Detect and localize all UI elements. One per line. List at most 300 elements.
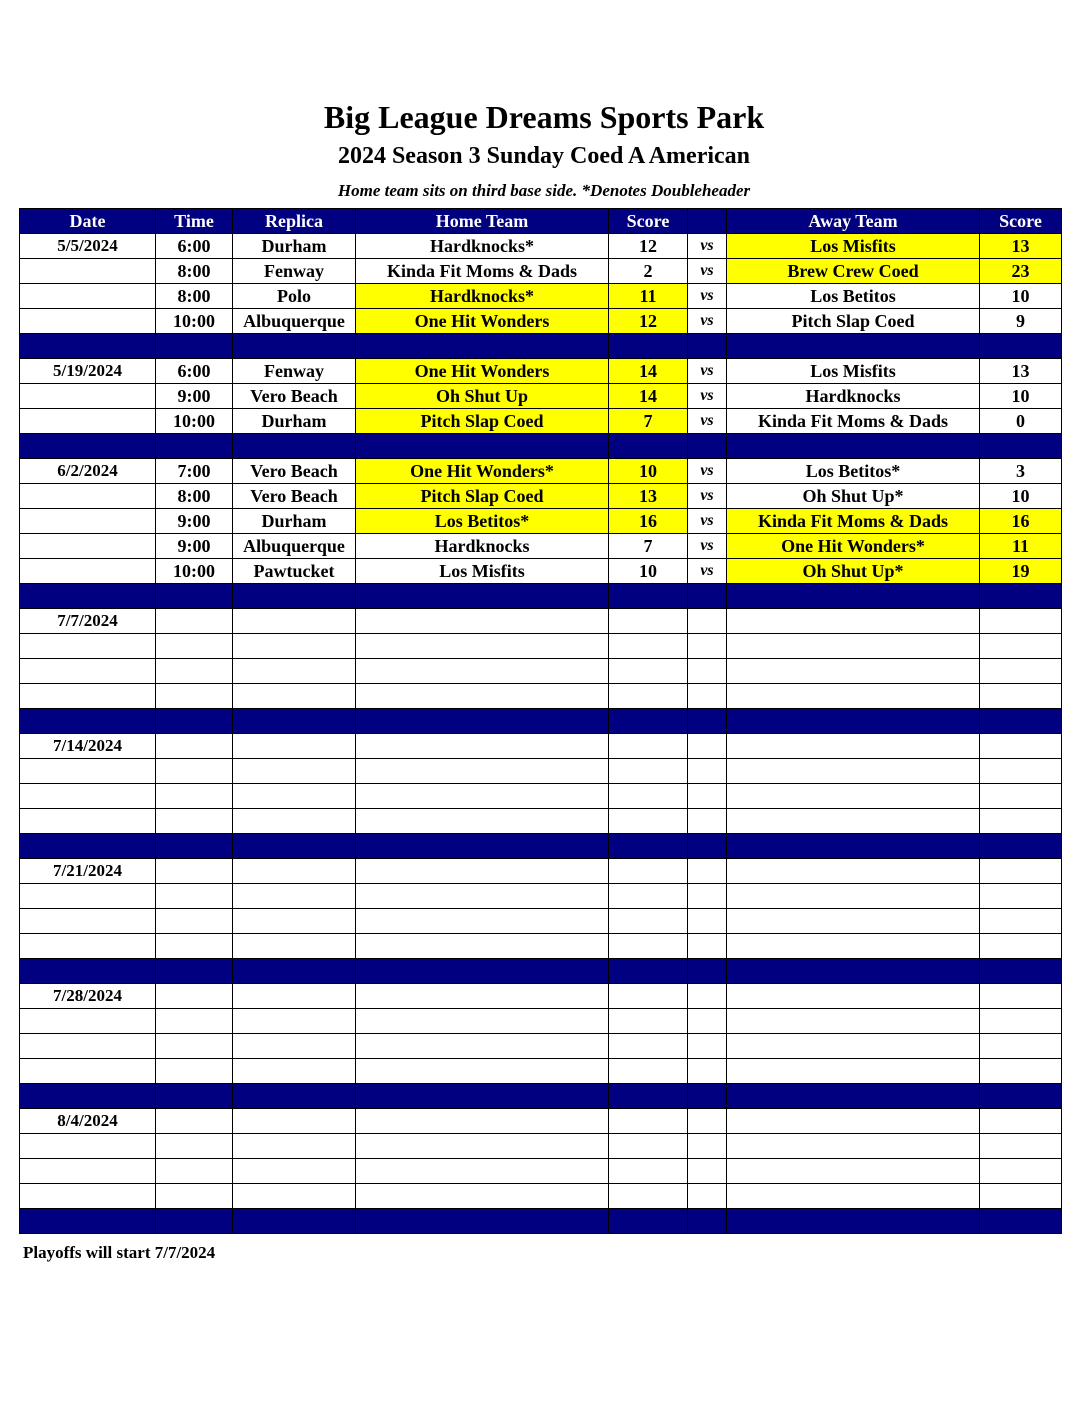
date-cell bbox=[20, 284, 156, 309]
time-cell bbox=[156, 934, 233, 959]
home-score-cell bbox=[609, 659, 688, 684]
separator-cell bbox=[233, 834, 356, 859]
away-score-cell bbox=[980, 684, 1062, 709]
away-team-cell bbox=[727, 1109, 980, 1134]
separator-row bbox=[20, 1209, 1062, 1234]
away-score-cell: 9 bbox=[980, 309, 1062, 334]
away-score-cell bbox=[980, 809, 1062, 834]
home-team-cell: Hardknocks bbox=[356, 534, 609, 559]
home-score-cell bbox=[609, 1034, 688, 1059]
separator-cell bbox=[688, 1084, 727, 1109]
vs-cell: vs bbox=[688, 284, 727, 309]
time-cell bbox=[156, 1134, 233, 1159]
away-team-cell: Los Misfits bbox=[727, 234, 980, 259]
away-team-cell bbox=[727, 1134, 980, 1159]
time-cell: 10:00 bbox=[156, 409, 233, 434]
home-score-cell bbox=[609, 884, 688, 909]
home-team-cell bbox=[356, 859, 609, 884]
home-score-cell: 11 bbox=[609, 284, 688, 309]
away-team-cell: Los Betitos bbox=[727, 284, 980, 309]
separator-row bbox=[20, 334, 1062, 359]
vs-cell: vs bbox=[688, 234, 727, 259]
vs-cell: vs bbox=[688, 509, 727, 534]
date-cell: 7/7/2024 bbox=[20, 609, 156, 634]
vs-cell: vs bbox=[688, 384, 727, 409]
home-team-cell bbox=[356, 1109, 609, 1134]
separator-cell bbox=[688, 334, 727, 359]
vs-cell bbox=[688, 1184, 727, 1209]
separator-cell bbox=[20, 959, 156, 984]
home-team-cell: One Hit Wonders bbox=[356, 309, 609, 334]
time-cell: 8:00 bbox=[156, 259, 233, 284]
home-score-cell bbox=[609, 1184, 688, 1209]
separator-cell bbox=[156, 334, 233, 359]
date-cell bbox=[20, 634, 156, 659]
away-team-cell: Brew Crew Coed bbox=[727, 259, 980, 284]
date-cell bbox=[20, 309, 156, 334]
date-cell: 6/2/2024 bbox=[20, 459, 156, 484]
away-team-cell: Pitch Slap Coed bbox=[727, 309, 980, 334]
home-score-cell: 14 bbox=[609, 359, 688, 384]
away-team-cell bbox=[727, 684, 980, 709]
vs-cell bbox=[688, 909, 727, 934]
replica-cell: Albuquerque bbox=[233, 534, 356, 559]
vs-cell bbox=[688, 1109, 727, 1134]
time-cell bbox=[156, 1184, 233, 1209]
away-score-cell bbox=[980, 734, 1062, 759]
away-score-cell: 0 bbox=[980, 409, 1062, 434]
home-team-cell: Hardknocks* bbox=[356, 284, 609, 309]
home-team-cell: Pitch Slap Coed bbox=[356, 484, 609, 509]
separator-cell bbox=[609, 434, 688, 459]
separator-cell bbox=[233, 1084, 356, 1109]
home-team-cell bbox=[356, 1009, 609, 1034]
separator-cell bbox=[727, 959, 980, 984]
date-cell bbox=[20, 384, 156, 409]
home-score-cell bbox=[609, 1059, 688, 1084]
away-team-cell: Oh Shut Up* bbox=[727, 484, 980, 509]
separator-cell bbox=[356, 1084, 609, 1109]
away-team-cell bbox=[727, 784, 980, 809]
home-score-cell bbox=[609, 809, 688, 834]
home-score-cell: 16 bbox=[609, 509, 688, 534]
separator-cell bbox=[980, 1084, 1062, 1109]
away-score-cell bbox=[980, 984, 1062, 1009]
vs-cell bbox=[688, 684, 727, 709]
home-score-cell bbox=[609, 1159, 688, 1184]
away-score-cell bbox=[980, 784, 1062, 809]
away-score-cell: 19 bbox=[980, 559, 1062, 584]
time-cell: 6:00 bbox=[156, 359, 233, 384]
home-team-cell bbox=[356, 809, 609, 834]
away-score-cell bbox=[980, 1159, 1062, 1184]
table-row bbox=[20, 909, 1062, 934]
vs-cell bbox=[688, 1059, 727, 1084]
separator-cell bbox=[609, 834, 688, 859]
replica-cell bbox=[233, 684, 356, 709]
away-score-cell bbox=[980, 659, 1062, 684]
time-cell: 9:00 bbox=[156, 534, 233, 559]
time-cell bbox=[156, 684, 233, 709]
home-team-cell: Oh Shut Up bbox=[356, 384, 609, 409]
vs-cell: vs bbox=[688, 559, 727, 584]
replica-cell bbox=[233, 984, 356, 1009]
table-row bbox=[20, 359, 1062, 384]
table-row bbox=[20, 784, 1062, 809]
separator-row bbox=[20, 709, 1062, 734]
replica-cell bbox=[233, 609, 356, 634]
separator-cell bbox=[727, 434, 980, 459]
home-team-cell bbox=[356, 1134, 609, 1159]
date-cell: 7/14/2024 bbox=[20, 734, 156, 759]
vs-cell: vs bbox=[688, 359, 727, 384]
home-score-cell bbox=[609, 684, 688, 709]
replica-cell bbox=[233, 934, 356, 959]
home-score-cell bbox=[609, 634, 688, 659]
separator-cell bbox=[356, 959, 609, 984]
home-team-cell bbox=[356, 784, 609, 809]
vs-cell: vs bbox=[688, 534, 727, 559]
separator-cell bbox=[727, 584, 980, 609]
separator-cell bbox=[688, 584, 727, 609]
date-cell: 5/5/2024 bbox=[20, 234, 156, 259]
date-cell: 8/4/2024 bbox=[20, 1109, 156, 1134]
vs-cell bbox=[688, 634, 727, 659]
header-row bbox=[20, 209, 1062, 234]
home-team-cell bbox=[356, 934, 609, 959]
away-score-cell: 10 bbox=[980, 384, 1062, 409]
time-cell bbox=[156, 909, 233, 934]
table-row bbox=[20, 1059, 1062, 1084]
date-cell bbox=[20, 1059, 156, 1084]
separator-cell bbox=[233, 1209, 356, 1234]
col-home-score: Score bbox=[609, 209, 688, 234]
home-score-cell bbox=[609, 1134, 688, 1159]
separator-cell bbox=[20, 834, 156, 859]
vs-cell bbox=[688, 659, 727, 684]
date-cell bbox=[20, 784, 156, 809]
replica-cell: Vero Beach bbox=[233, 384, 356, 409]
time-cell: 10:00 bbox=[156, 559, 233, 584]
time-cell bbox=[156, 784, 233, 809]
table-row bbox=[20, 759, 1062, 784]
home-team-cell bbox=[356, 759, 609, 784]
time-cell: 9:00 bbox=[156, 509, 233, 534]
away-team-cell: Kinda Fit Moms & Dads bbox=[727, 409, 980, 434]
separator-cell bbox=[356, 1209, 609, 1234]
date-cell bbox=[20, 884, 156, 909]
separator-cell bbox=[233, 434, 356, 459]
table-row bbox=[20, 284, 1062, 309]
separator-cell bbox=[980, 959, 1062, 984]
away-team-cell bbox=[727, 884, 980, 909]
replica-cell bbox=[233, 809, 356, 834]
separator-cell bbox=[727, 1084, 980, 1109]
vs-cell: vs bbox=[688, 309, 727, 334]
col-away-score: Score bbox=[980, 209, 1062, 234]
table-row bbox=[20, 809, 1062, 834]
separator-cell bbox=[356, 834, 609, 859]
away-score-cell: 3 bbox=[980, 459, 1062, 484]
time-cell bbox=[156, 634, 233, 659]
separator-cell bbox=[688, 1209, 727, 1234]
replica-cell bbox=[233, 859, 356, 884]
away-score-cell bbox=[980, 634, 1062, 659]
separator-cell bbox=[727, 334, 980, 359]
separator-cell bbox=[980, 584, 1062, 609]
time-cell bbox=[156, 759, 233, 784]
doubleheader-note: Home team sits on third base side. *Denotes Doubleheader bbox=[337, 181, 751, 200]
table-row bbox=[20, 609, 1062, 634]
separator-row bbox=[20, 834, 1062, 859]
home-team-cell bbox=[356, 1184, 609, 1209]
home-team-cell bbox=[356, 684, 609, 709]
replica-cell: Durham bbox=[233, 234, 356, 259]
date-cell: 7/28/2024 bbox=[20, 984, 156, 1009]
away-score-cell: 11 bbox=[980, 534, 1062, 559]
replica-cell bbox=[233, 1159, 356, 1184]
separator-cell bbox=[20, 434, 156, 459]
replica-cell: Fenway bbox=[233, 259, 356, 284]
separator-cell bbox=[356, 584, 609, 609]
home-score-cell bbox=[609, 859, 688, 884]
separator-row bbox=[20, 959, 1062, 984]
vs-cell bbox=[688, 934, 727, 959]
separator-cell bbox=[688, 834, 727, 859]
replica-cell: Durham bbox=[233, 509, 356, 534]
away-team-cell: One Hit Wonders* bbox=[727, 534, 980, 559]
date-cell bbox=[20, 559, 156, 584]
replica-cell bbox=[233, 784, 356, 809]
table-row bbox=[20, 1134, 1062, 1159]
away-score-cell: 16 bbox=[980, 509, 1062, 534]
separator-cell bbox=[980, 709, 1062, 734]
home-team-cell bbox=[356, 909, 609, 934]
separator-cell bbox=[980, 1209, 1062, 1234]
date-cell bbox=[20, 1184, 156, 1209]
home-team-cell bbox=[356, 1059, 609, 1084]
date-cell bbox=[20, 509, 156, 534]
separator-cell bbox=[688, 959, 727, 984]
replica-cell: Polo bbox=[233, 284, 356, 309]
time-cell bbox=[156, 884, 233, 909]
replica-cell: Vero Beach bbox=[233, 484, 356, 509]
separator-cell bbox=[356, 709, 609, 734]
time-cell: 8:00 bbox=[156, 284, 233, 309]
away-score-cell bbox=[980, 759, 1062, 784]
col-away-team: Away Team bbox=[727, 209, 980, 234]
separator-cell bbox=[233, 959, 356, 984]
table-row bbox=[20, 484, 1062, 509]
away-team-cell bbox=[727, 659, 980, 684]
date-cell: 5/19/2024 bbox=[20, 359, 156, 384]
separator-cell bbox=[609, 709, 688, 734]
vs-cell bbox=[688, 784, 727, 809]
time-cell bbox=[156, 1034, 233, 1059]
away-team-cell bbox=[727, 1059, 980, 1084]
vs-cell: vs bbox=[688, 459, 727, 484]
home-team-cell bbox=[356, 609, 609, 634]
away-team-cell: Kinda Fit Moms & Dads bbox=[727, 509, 980, 534]
replica-cell bbox=[233, 884, 356, 909]
separator-cell bbox=[156, 709, 233, 734]
home-score-cell bbox=[609, 984, 688, 1009]
home-score-cell bbox=[609, 909, 688, 934]
separator-cell bbox=[20, 1209, 156, 1234]
separator-row bbox=[20, 434, 1062, 459]
separator-cell bbox=[609, 1084, 688, 1109]
time-cell: 8:00 bbox=[156, 484, 233, 509]
col-vs bbox=[688, 209, 727, 234]
time-cell: 9:00 bbox=[156, 384, 233, 409]
time-cell bbox=[156, 984, 233, 1009]
table-row bbox=[20, 634, 1062, 659]
away-team-cell bbox=[727, 634, 980, 659]
home-team-cell bbox=[356, 1159, 609, 1184]
season-subtitle: 2024 Season 3 Sunday Coed A American bbox=[337, 143, 751, 169]
date-cell bbox=[20, 759, 156, 784]
date-cell bbox=[20, 909, 156, 934]
separator-cell bbox=[688, 434, 727, 459]
time-cell bbox=[156, 1159, 233, 1184]
home-score-cell: 2 bbox=[609, 259, 688, 284]
vs-cell bbox=[688, 609, 727, 634]
schedule-table bbox=[19, 208, 1062, 1234]
home-score-cell: 10 bbox=[609, 459, 688, 484]
vs-cell bbox=[688, 859, 727, 884]
separator-cell bbox=[727, 1209, 980, 1234]
table-row bbox=[20, 509, 1062, 534]
date-cell bbox=[20, 809, 156, 834]
separator-cell bbox=[980, 434, 1062, 459]
away-score-cell bbox=[980, 859, 1062, 884]
home-score-cell bbox=[609, 1009, 688, 1034]
away-score-cell: 13 bbox=[980, 359, 1062, 384]
home-team-cell: Los Misfits bbox=[356, 559, 609, 584]
table-row bbox=[20, 859, 1062, 884]
home-team-cell bbox=[356, 1034, 609, 1059]
home-score-cell bbox=[609, 1109, 688, 1134]
vs-cell bbox=[688, 884, 727, 909]
away-score-cell bbox=[980, 934, 1062, 959]
away-score-cell: 10 bbox=[980, 284, 1062, 309]
table-row bbox=[20, 1159, 1062, 1184]
home-score-cell: 12 bbox=[609, 234, 688, 259]
home-team-cell bbox=[356, 984, 609, 1009]
home-score-cell bbox=[609, 784, 688, 809]
time-cell bbox=[156, 809, 233, 834]
date-cell: 7/21/2024 bbox=[20, 859, 156, 884]
away-team-cell bbox=[727, 809, 980, 834]
table-row bbox=[20, 1009, 1062, 1034]
replica-cell bbox=[233, 1109, 356, 1134]
table-row bbox=[20, 309, 1062, 334]
date-cell bbox=[20, 659, 156, 684]
vs-cell: vs bbox=[688, 484, 727, 509]
time-cell bbox=[156, 659, 233, 684]
table-row bbox=[20, 934, 1062, 959]
replica-cell bbox=[233, 909, 356, 934]
away-team-cell bbox=[727, 1184, 980, 1209]
replica-cell bbox=[233, 1134, 356, 1159]
separator-cell bbox=[233, 584, 356, 609]
table-row bbox=[20, 734, 1062, 759]
separator-cell bbox=[609, 334, 688, 359]
away-score-cell bbox=[980, 909, 1062, 934]
separator-cell bbox=[156, 1084, 233, 1109]
home-team-cell: Kinda Fit Moms & Dads bbox=[356, 259, 609, 284]
table-row bbox=[20, 384, 1062, 409]
away-team-cell bbox=[727, 934, 980, 959]
col-time: Time bbox=[156, 209, 233, 234]
away-score-cell bbox=[980, 609, 1062, 634]
home-score-cell: 13 bbox=[609, 484, 688, 509]
date-cell bbox=[20, 684, 156, 709]
separator-cell bbox=[233, 334, 356, 359]
separator-row bbox=[20, 584, 1062, 609]
home-score-cell: 7 bbox=[609, 534, 688, 559]
table-row bbox=[20, 1184, 1062, 1209]
table-row bbox=[20, 1109, 1062, 1134]
table-row bbox=[20, 1034, 1062, 1059]
separator-cell bbox=[980, 334, 1062, 359]
away-score-cell bbox=[980, 1109, 1062, 1134]
separator-cell bbox=[233, 709, 356, 734]
home-team-cell: Pitch Slap Coed bbox=[356, 409, 609, 434]
vs-cell: vs bbox=[688, 259, 727, 284]
table-row bbox=[20, 234, 1062, 259]
table-row bbox=[20, 684, 1062, 709]
away-team-cell bbox=[727, 759, 980, 784]
col-home-team: Home Team bbox=[356, 209, 609, 234]
time-cell bbox=[156, 734, 233, 759]
home-score-cell: 14 bbox=[609, 384, 688, 409]
date-cell bbox=[20, 1159, 156, 1184]
separator-cell bbox=[609, 1209, 688, 1234]
separator-cell bbox=[20, 709, 156, 734]
separator-cell bbox=[156, 434, 233, 459]
home-team-cell bbox=[356, 884, 609, 909]
away-team-cell: Los Betitos* bbox=[727, 459, 980, 484]
home-team-cell bbox=[356, 734, 609, 759]
separator-cell bbox=[609, 959, 688, 984]
date-cell bbox=[20, 1134, 156, 1159]
replica-cell: Albuquerque bbox=[233, 309, 356, 334]
date-cell bbox=[20, 934, 156, 959]
table-row bbox=[20, 659, 1062, 684]
time-cell bbox=[156, 1009, 233, 1034]
separator-cell bbox=[356, 334, 609, 359]
vs-cell bbox=[688, 1009, 727, 1034]
separator-cell bbox=[727, 709, 980, 734]
time-cell bbox=[156, 859, 233, 884]
time-cell bbox=[156, 609, 233, 634]
replica-cell bbox=[233, 759, 356, 784]
away-team-cell bbox=[727, 734, 980, 759]
away-score-cell bbox=[980, 884, 1062, 909]
replica-cell bbox=[233, 1059, 356, 1084]
table-row bbox=[20, 409, 1062, 434]
home-score-cell: 7 bbox=[609, 409, 688, 434]
vs-cell: vs bbox=[688, 409, 727, 434]
home-team-cell bbox=[356, 634, 609, 659]
date-cell bbox=[20, 1034, 156, 1059]
replica-cell bbox=[233, 1009, 356, 1034]
away-team-cell bbox=[727, 984, 980, 1009]
home-team-cell: One Hit Wonders bbox=[356, 359, 609, 384]
time-cell: 7:00 bbox=[156, 459, 233, 484]
time-cell bbox=[156, 1109, 233, 1134]
